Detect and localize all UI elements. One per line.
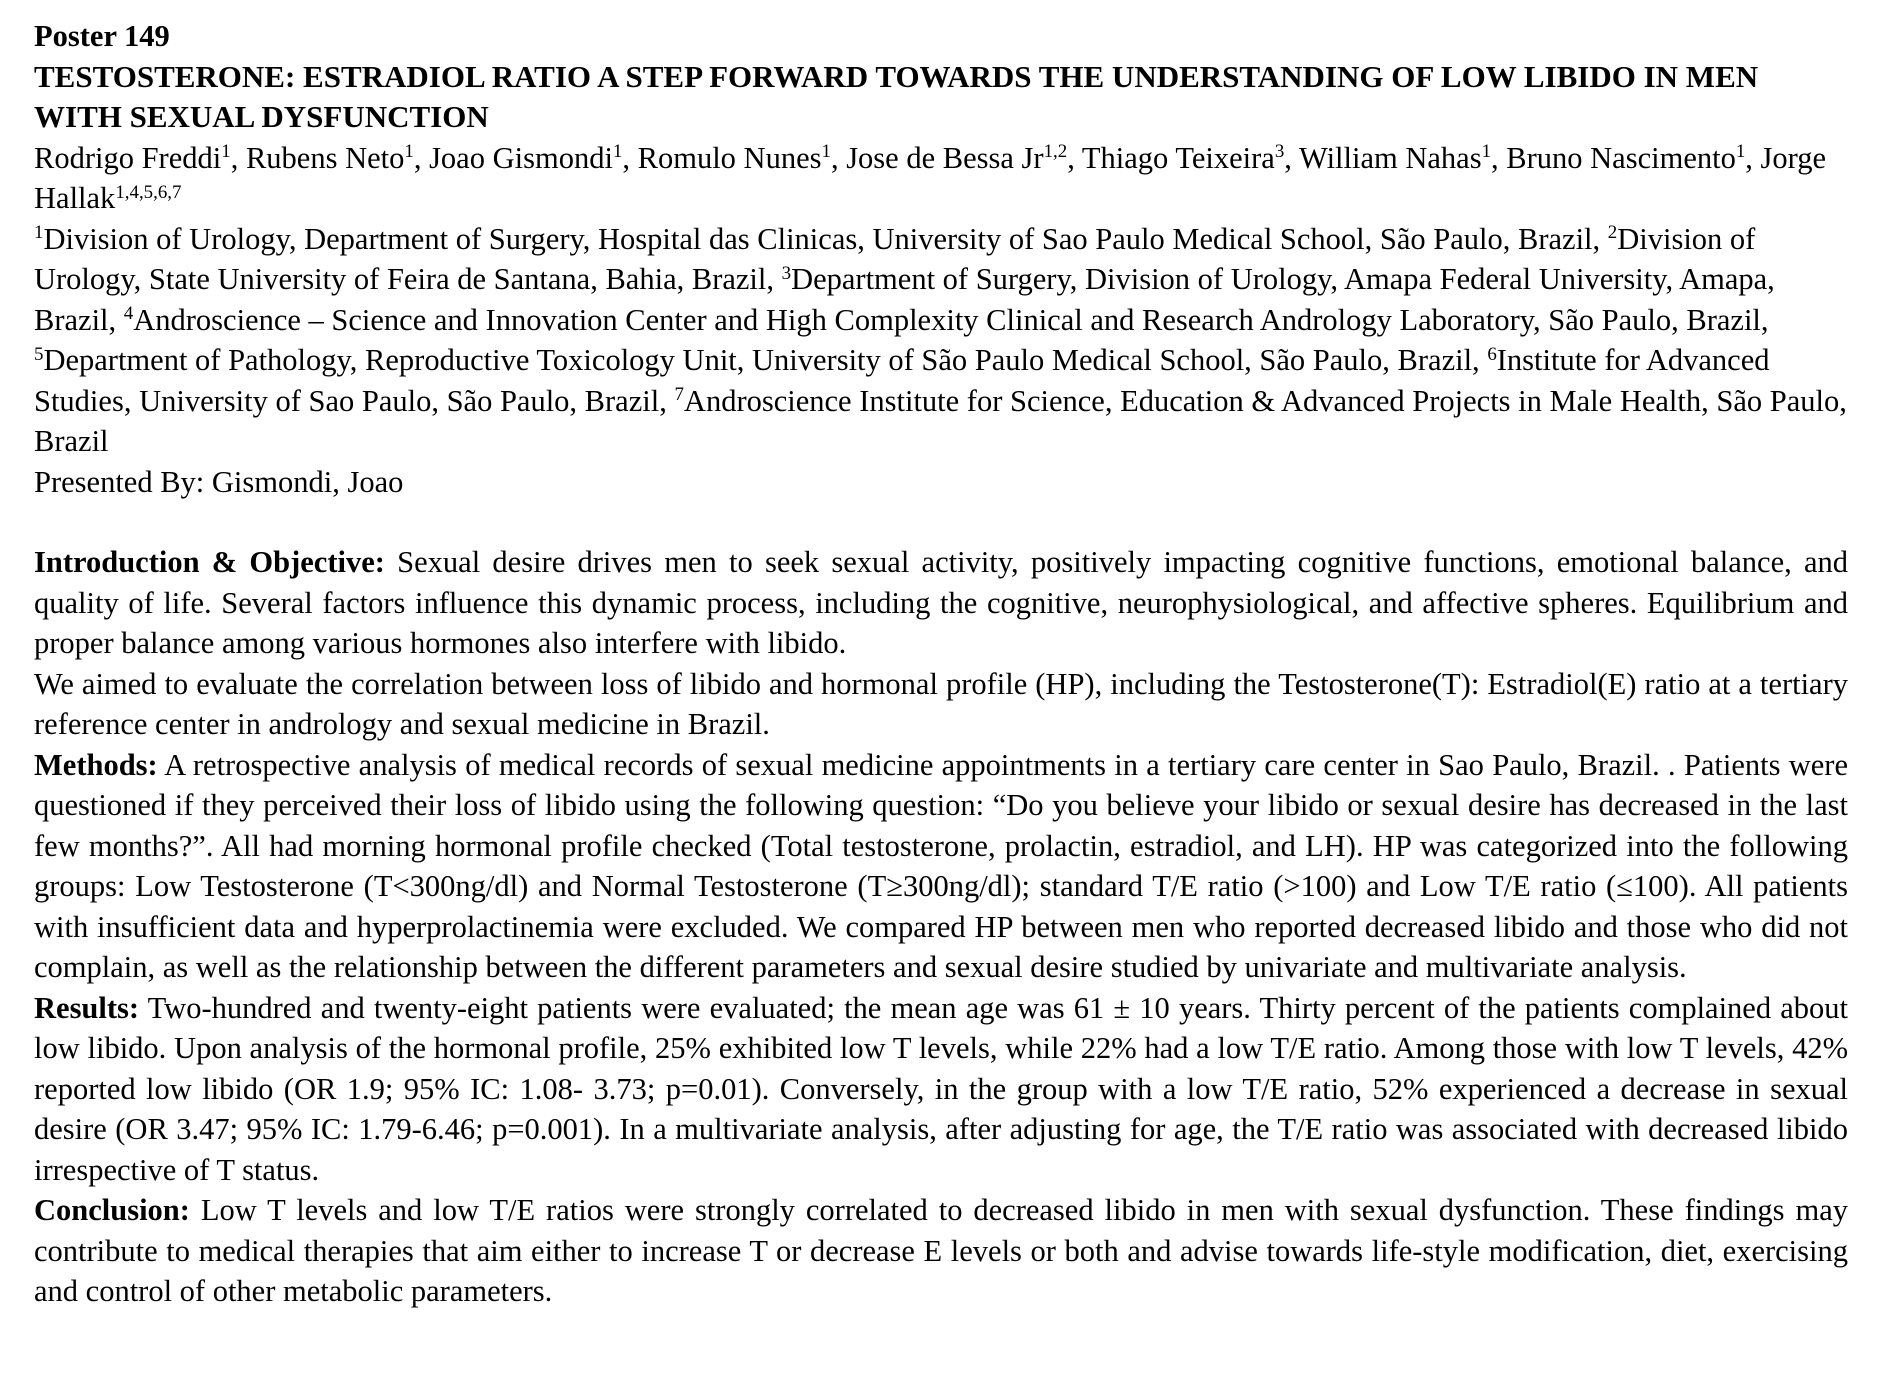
- author-name: Joao Gismondi: [429, 140, 613, 175]
- affiliation-number: 7: [674, 384, 684, 406]
- abstract-header: [34, 16, 1848, 502]
- methods-label: Methods:: [34, 747, 158, 782]
- methods-section: [34, 745, 1848, 988]
- introduction-section: [34, 542, 1848, 664]
- author: [1082, 141, 1299, 175]
- abstract-body: [34, 542, 1848, 1312]
- affiliation-text: Department of Pathology, Reproductive Toxicology Unit, University of São Paulo Medical School, São Paulo, Brazil,: [43, 343, 1488, 377]
- author-affiliation-marker: 1: [404, 141, 414, 163]
- author-list: [34, 138, 1848, 219]
- introduction-text: Sexual desire drives men to seek sexual activity, positively impacting cognitive functions, emotional balance, and quality of life. Several factors influence this dynamic process, including the cognitive, neurophysiological, and affective spheres. Equilibrium and proper balance among various hormones also interfere with libido.: [34, 545, 1849, 660]
- author-name: Romulo Nunes: [637, 140, 822, 175]
- author: [429, 141, 638, 175]
- results-label: Results:: [34, 990, 140, 1025]
- author-affiliation-marker: 3: [1274, 141, 1285, 163]
- author-name: Bruno Nascimento: [1506, 140, 1736, 175]
- author-separator: ,: [1745, 140, 1761, 175]
- conclusion-text: Low T levels and low T/E ratios were strongly correlated to decreased libido in men with sexual dysfunction. These findings may contribute to medical therapies that aim either to increase T or decrease E levels or both and advise towards life-style modification, diet, exercising and control of other metabolic parameters.: [34, 1193, 1848, 1308]
- affiliation-number: 3: [781, 262, 792, 284]
- affiliation-text: Androscience Institute for Science, Education & Advanced Projects in Male Health, São Paulo, Brazil: [34, 383, 1847, 458]
- methods-text: A retrospective analysis of medical records of sexual medicine appointments in a tertiary care center in Sao Paulo, Brazil. . Patients were questioned if they perceived their loss of libido using the following question: “Do you believe your libido or sexual desire has decreased in the last few months?”. All had morning hormonal profile checked (Total testosterone, prolactin, estradiol, and LH). HP was categorized into the following groups: Low Testosterone (T<300ng/dl) and Normal Testosterone (T≥300ng/dl); standard T/E ratio (>100) and Low T/E ratio (≤100). All patients with insufficient data and hyperprolactinemia were excluded. We compared HP between men who reported decreased libido and those who did not complain, as well as the relationship between the different parameters and sexual desire studied by univariate and multivariate analysis.: [34, 747, 1848, 984]
- author: [246, 141, 429, 175]
- author-separator: ,: [1067, 140, 1082, 175]
- affiliation-text: Department of Surgery, Division of Urology, Amapa Federal University, Amapa, Brazil,: [34, 262, 1775, 337]
- author-separator: ,: [830, 140, 847, 175]
- author-affiliation-marker: 1: [612, 141, 623, 163]
- results-section: [34, 988, 1848, 1191]
- abstract-title: TESTOSTERONE: ESTRADIOL RATIO A STEP FORWARD TOWARDS THE UNDERSTANDING OF LOW LIBIDO IN MEN WITH SEXUAL DYSFUNCTION: [34, 58, 1759, 134]
- author-affiliation-marker: 1: [221, 141, 231, 163]
- affiliation-list: [34, 219, 1848, 462]
- author-separator: ,: [622, 140, 638, 175]
- author-separator: ,: [1491, 140, 1507, 175]
- presenter-line: Presented By: Gismondi, Joao: [34, 464, 404, 499]
- objective-paragraph: We aimed to evaluate the correlation between loss of libido and hormonal profile (HP), including the Testosterone(T): Estradiol(E) ratio at a tertiary reference center in andrology and sexual medicine in Brazil.: [34, 666, 1848, 741]
- affiliation-text: Androscience – Science and Innovation Center and High Complexity Clinical and Research Andrology Laboratory, São Paulo, Brazil,: [133, 302, 1769, 337]
- author-name: Jose de Bessa Jr: [846, 140, 1044, 175]
- author-name: Thiago Teixeira: [1081, 140, 1275, 175]
- author: [638, 141, 847, 175]
- affiliation-text: Division of Urology, State University of Feira de Santana, Bahia, Brazil,: [34, 221, 1756, 296]
- introduction-label: Introduction & Objective:: [34, 545, 385, 579]
- conclusion-label: Conclusion:: [34, 1193, 190, 1227]
- author-separator: ,: [1284, 140, 1299, 175]
- author-name: William Nahas: [1299, 140, 1482, 175]
- author-affiliation-marker: 1: [821, 141, 831, 163]
- poster-number: Poster 149: [34, 19, 170, 53]
- author-affiliation-marker: 1,2: [1043, 141, 1068, 163]
- author-affiliation-marker: 1: [1481, 141, 1492, 163]
- section-spacer: [34, 502, 1848, 542]
- results-text: Two-hundred and twenty-eight patients were evaluated; the mean age was 61 ± 10 years. Thirty percent of the patients complained about low libido. Upon analysis of the hormonal profile, 25% exhibited low T levels, while 22% had a low T/E ratio. Among those with low T levels, 42% reported low libido (OR 1.9; 95% IC: 1.08- 3.73; p=0.01). Conversely, in the group with a low T/E ratio, 52% experienced a decrease in sexual desire (OR 3.47; 95% IC: 1.79-6.46; p=0.001). In a multivariate analysis, after adjusting for age, the T/E ratio was associated with decreased libido irrespective of T status.: [34, 990, 1848, 1187]
- affiliation-number: 4: [123, 303, 134, 325]
- affiliation-number: 2: [1607, 222, 1618, 244]
- author-affiliation-marker: 1,4,5,6,7: [115, 181, 182, 203]
- affiliation-text: Division of Urology, Department of Surgery, Hospital das Clinicas, University of Sao Paulo Medical School, São Paulo, Brazil,: [43, 221, 1608, 256]
- author: [1506, 141, 1760, 175]
- author: [1299, 141, 1506, 175]
- affiliation-number: 6: [1487, 343, 1497, 365]
- author-name: Jorge Hallak: [34, 140, 1827, 215]
- affiliation: [34, 222, 1608, 256]
- affiliation-number: 5: [34, 343, 44, 365]
- affiliation-text: Institute for Advanced Studies, University of Sao Paulo, São Paulo, Brazil,: [34, 343, 1770, 418]
- author-name: Rubens Neto: [245, 140, 405, 175]
- author: [34, 141, 246, 175]
- author-separator: ,: [230, 140, 246, 175]
- affiliation-number: 1: [34, 222, 44, 244]
- author: [846, 141, 1082, 175]
- conclusion-section: [34, 1190, 1848, 1312]
- author-separator: ,: [413, 140, 430, 175]
- affiliation: [34, 343, 1487, 377]
- author-name: Rodrigo Freddi: [34, 140, 222, 175]
- author-affiliation-marker: 1: [1735, 141, 1746, 163]
- affiliation: [124, 303, 1769, 337]
